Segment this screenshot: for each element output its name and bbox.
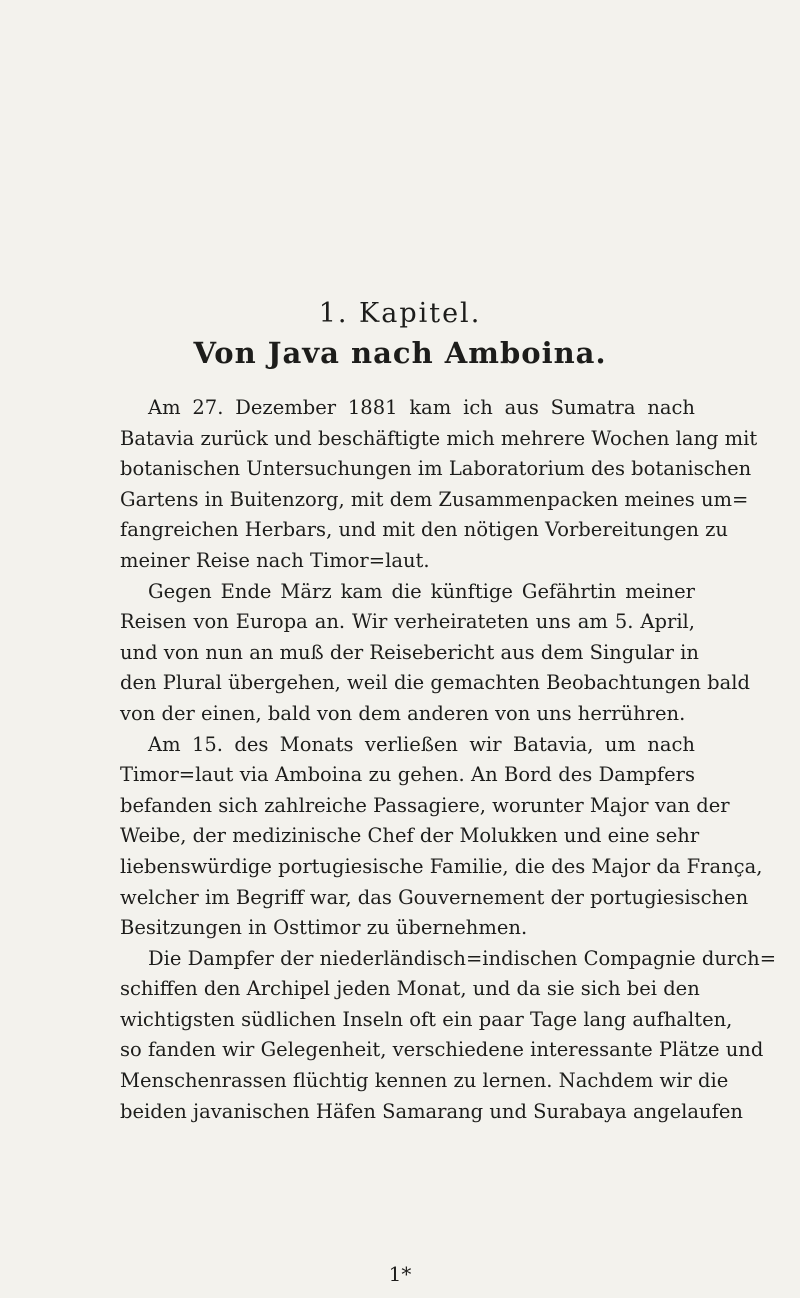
text-line: und von nun an muß der Reisebericht aus dem Singular in [120, 640, 699, 664]
text-line: Reisen von Europa an. Wir verheirateten uns am 5. April, [120, 610, 695, 634]
text-line: Timor=laut via Amboina zu gehen. An Bord des Dampfers [120, 763, 695, 787]
text-line: wichtigsten südlichen Inseln oft ein paar Tage lang aufhalten, [120, 1007, 733, 1031]
text-line: schiffen den Archipel jeden Monat, und da sie sich bei den [120, 977, 700, 1001]
text-line: botanischen Untersuchungen im Laboratorium des botanischen [120, 457, 752, 481]
text-line: Gegen Ende März kam die künftige Gefährtin meiner [148, 579, 695, 603]
text-line: so fanden wir Gelegenheit, verschiedene interessante Plätze und [120, 1038, 764, 1062]
text-line: Weibe, der medizinische Chef der Molukken und eine sehr [120, 824, 700, 848]
text-line: Die Dampfer der niederländisch=indischen Compagnie durch= [148, 946, 777, 970]
text-line: Besitzungen in Osttimor zu übernehmen. [120, 916, 528, 940]
text-line: fangreichen Herbars, und mit den nötigen Vorbereitungen zu [120, 518, 728, 542]
text-line: liebenswürdige portugiesische Familie, die des Major da França, [120, 854, 763, 878]
text-line: Batavia zurück und beschäftigte mich mehrere Wochen lang mit [120, 426, 758, 450]
signature-mark: 1* [388, 1262, 412, 1286]
text-line: von der einen, bald von dem anderen von uns herrühren. [120, 701, 686, 725]
text-line: Menschenrassen flüchtig kennen zu lernen. Nachdem wir die [120, 1069, 729, 1093]
text-line: Am 27. Dezember 1881 kam ich aus Sumatra nach [148, 396, 695, 419]
text-line: Am 15. des Monats verließen wir Batavia, um nach [148, 732, 695, 756]
chapter-label: 1. Kapitel. [318, 298, 482, 329]
chapter-title: Von Java nach Amboina. [193, 336, 607, 370]
text-line: beiden javanischen Häfen Samarang und Surabaya angelaufen [120, 1099, 743, 1123]
text-line: befanden sich zahlreiche Passagiere, worunter Major van der [120, 793, 730, 817]
body-text [120, 393, 777, 1127]
text-line: den Plural übergehen, weil die gemachten Beobachtungen bald [120, 671, 750, 695]
text-line: Gartens in Buitenzorg, mit dem Zusammenpacken meines um= [120, 487, 749, 511]
text-line: meiner Reise nach Timor=laut. [120, 548, 430, 572]
text-line: welcher im Begriff war, das Gouvernement der portugiesischen [120, 885, 749, 909]
